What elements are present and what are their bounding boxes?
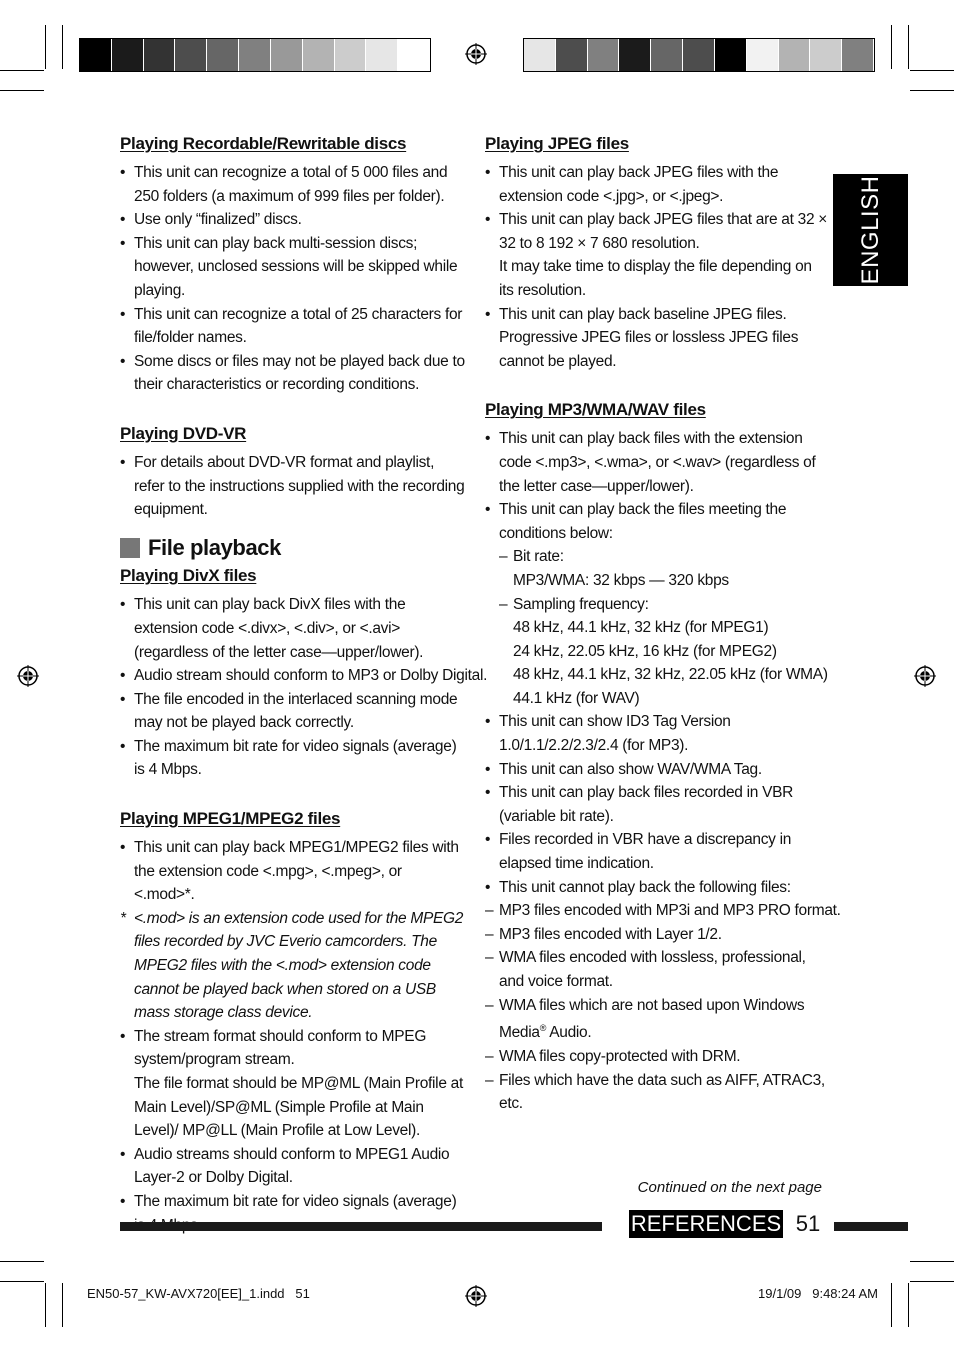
unsupported-item: – MP3 files encoded with MP3i and MP3 PRO format. xyxy=(485,899,830,923)
list-item xyxy=(120,1025,465,1143)
registered-mark: ® xyxy=(539,1023,547,1034)
list-item: • This unit can play back DivX files with the extension code <.divx>, <.div>, or <.avi> (regardless of the letter case—upper/lower). xyxy=(120,593,465,664)
unsupported-files-list xyxy=(485,899,841,1116)
color-swatch xyxy=(810,39,842,71)
condition-item xyxy=(499,593,830,711)
color-swatch xyxy=(398,39,430,71)
crop-mark xyxy=(908,1283,909,1327)
condition-value: 44.1 kHz (for WAV) xyxy=(513,689,640,707)
unsupported-item: – WMA files copy-protected with DRM. xyxy=(485,1045,830,1069)
list-divx xyxy=(120,593,488,782)
list-item: • Use only “finalized” discs. xyxy=(120,208,465,232)
heading-mpeg: Playing MPEG1/MPEG2 files xyxy=(120,809,341,829)
list-mp3-wma-wav xyxy=(485,427,830,899)
registration-mark-icon xyxy=(914,665,936,687)
heading-divx: Playing DivX files xyxy=(120,566,257,586)
list-item: • This unit can play back files with the extension code <.mp3>, <.wma>, or <.wav> (regardless of the letter case—upper/lower). xyxy=(485,427,830,498)
color-swatch xyxy=(779,39,811,71)
list-item-text: • The stream format should conform to MPEG system/program stream. xyxy=(134,1027,427,1069)
footnote: * <.mod> is an extension code used for the MPEG2 files recorded by JVC Everio camcorders. The MPEG2 files with the <.mod> extension code cannot be played back when stored on a USB mass storage class device. xyxy=(120,907,465,1025)
color-swatch xyxy=(335,39,367,71)
condition-value: 48 kHz, 44.1 kHz, 32 kHz (for MPEG1) xyxy=(513,619,769,637)
list-item: • This unit can play back JPEG files with the extension code <.jpg>, or <.jpeg>. xyxy=(485,161,830,208)
list-item-text: • This unit can play back JPEG files that are at 32 × 32 to 8 192 × 7 680 resolution. xyxy=(499,211,828,252)
color-bar-right xyxy=(523,38,875,72)
registration-mark-icon xyxy=(17,665,39,687)
continued-note: Continued on the next page xyxy=(637,1179,822,1196)
list-dvd-vr xyxy=(120,451,465,522)
list-item xyxy=(485,876,830,900)
color-swatch xyxy=(144,39,176,71)
conditions-list xyxy=(499,545,830,710)
color-swatch xyxy=(524,39,556,71)
crop-mark xyxy=(910,1261,954,1262)
crop-mark xyxy=(45,1283,46,1327)
crop-mark xyxy=(0,1281,44,1282)
right-column xyxy=(485,133,841,1116)
crop-mark xyxy=(910,70,954,71)
color-swatch xyxy=(207,39,239,71)
color-swatch xyxy=(366,39,398,71)
color-swatch xyxy=(715,39,747,71)
color-bar-left xyxy=(79,38,431,72)
list-recordable-discs xyxy=(120,161,465,397)
left-column xyxy=(120,133,488,1237)
crop-mark xyxy=(45,25,46,69)
condition-value: 24 kHz, 22.05 kHz, 16 kHz (for MPEG2) xyxy=(513,642,777,660)
slug-filename: EN50-57_KW-AVX720[EE]_1.indd 51 xyxy=(87,1286,310,1301)
crop-mark xyxy=(910,1281,954,1282)
unsupported-item: – Files which have the data such as AIFF, ATRAC3, etc. xyxy=(485,1069,830,1116)
list-item xyxy=(485,208,830,302)
list-item: • This unit can also show WAV/WMA Tag. xyxy=(485,758,830,782)
language-tab xyxy=(833,174,908,286)
crop-mark xyxy=(891,1283,892,1327)
registration-mark-icon xyxy=(465,43,487,65)
heading-mp3-wma-wav: Playing MP3/WMA/WAV files xyxy=(485,400,706,420)
section-file-playback xyxy=(120,536,465,560)
page-number: 51 xyxy=(795,1211,821,1236)
list-item: • This unit can recognize a total of 25 characters for file/folder names. xyxy=(120,303,465,350)
list-item: • Audio streams should conform to MPEG1 Audio Layer-2 or Dolby Digital. xyxy=(120,1143,465,1190)
list-item: • This unit can play back MPEG1/MPEG2 files with the extension code <.mpg>, <.mpeg>, or <.mod>*. xyxy=(120,836,465,907)
color-swatch xyxy=(303,39,335,71)
crop-mark xyxy=(0,70,44,71)
list-item: • This unit can show ID3 Tag Version 1.0/1.1/2.2/2.3/2.4 (for MP3). xyxy=(485,710,830,757)
crop-mark xyxy=(0,1261,44,1262)
color-swatch xyxy=(842,39,874,71)
slug-timestamp: 19/1/09 9:48:24 AM xyxy=(758,1286,878,1301)
condition-label: – Bit rate: xyxy=(513,548,564,566)
language-tab-label: ENGLISH xyxy=(856,175,884,285)
list-item: • For details about DVD-VR format and playlist, refer to the instructions supplied with the recording equipment. xyxy=(120,451,465,522)
crop-mark xyxy=(0,90,44,91)
registration-mark-icon xyxy=(465,1285,487,1307)
color-swatch xyxy=(747,39,779,71)
list-item: • This unit can play back files recorded in VBR (variable bit rate). xyxy=(485,781,830,828)
list-item-text: • This unit can play back the files meeting the conditions below: xyxy=(499,501,787,542)
list-item-text: The file format should be MP@ML (Main Profile at Main Level)/SP@ML (Simple Profile at Main Level)/ MP@LL (Main Profile at Low Level). xyxy=(134,1075,463,1140)
list-item: • This unit can play back baseline JPEG files. Progressive JPEG files or lossless JPEG files cannot be played. xyxy=(485,303,830,374)
list-item: • This unit can play back multi-session discs; however, unclosed sessions will be skipped while playing. xyxy=(120,232,465,303)
list-item-text: • This unit cannot play back the following files: xyxy=(499,878,791,896)
crop-mark xyxy=(891,25,892,69)
color-swatch xyxy=(588,39,620,71)
footer-rule xyxy=(120,1222,602,1231)
condition-label: – Sampling frequency: xyxy=(513,595,649,613)
heading-recordable-discs: Playing Recordable/Rewritable discs xyxy=(120,134,407,153)
color-swatch xyxy=(239,39,271,71)
color-swatch xyxy=(271,39,303,71)
color-swatch xyxy=(112,39,144,71)
crop-mark xyxy=(62,1283,63,1327)
section-title: File playback xyxy=(148,534,281,560)
list-mpeg xyxy=(120,836,465,1237)
list-item-text: It may take time to display the file depending on its resolution. xyxy=(499,258,812,299)
unsupported-item: – MP3 files encoded with Layer 1/2. xyxy=(485,923,830,947)
color-swatch xyxy=(619,39,651,71)
list-item: • Audio stream should conform to MP3 or Dolby Digital. xyxy=(120,664,465,688)
unsupported-text: Audio. xyxy=(546,1024,592,1042)
condition-value: MP3/WMA: 32 kbps — 320 kbps xyxy=(513,571,729,589)
list-item: • Some discs or files may not be played back due to their characteristics or recording conditions. xyxy=(120,350,465,397)
list-item: • The file encoded in the interlaced scanning mode may not be played back correctly. xyxy=(120,688,465,735)
condition-item xyxy=(499,545,830,592)
footer-rule-right xyxy=(834,1222,908,1231)
unsupported-item xyxy=(485,994,830,1045)
crop-mark xyxy=(62,25,63,69)
list-item: • Files recorded in VBR have a discrepancy in elapsed time indication. xyxy=(485,828,830,875)
unsupported-text: WMA files which are not based upon Windows Media xyxy=(499,996,805,1042)
heading-dvd-vr: Playing DVD-VR xyxy=(120,423,247,443)
color-swatch xyxy=(651,39,683,71)
crop-mark xyxy=(908,25,909,69)
references-tab: REFERENCES xyxy=(630,1211,782,1236)
list-item xyxy=(485,498,830,710)
list-item: • This unit can recognize a total of 5 000 files and 250 folders (a maximum of 999 files per folder). xyxy=(120,161,465,208)
color-swatch xyxy=(683,39,715,71)
crop-mark xyxy=(910,90,954,91)
condition-value: 48 kHz, 44.1 kHz, 32 kHz, 22.05 kHz (for WMA) xyxy=(513,666,828,684)
section-square-icon xyxy=(120,538,140,558)
heading-jpeg: Playing JPEG files xyxy=(485,134,629,153)
color-swatch xyxy=(80,39,112,71)
color-swatch xyxy=(175,39,207,71)
color-swatch xyxy=(556,39,588,71)
list-item: • The maximum bit rate for video signals (average) is 4 Mbps. xyxy=(120,735,465,782)
list-jpeg xyxy=(485,161,830,373)
list-item: • The maximum bit rate for video signals (average) xyxy=(120,1190,465,1237)
unsupported-item: – WMA files encoded with lossless, professional, and voice format. xyxy=(485,946,830,993)
